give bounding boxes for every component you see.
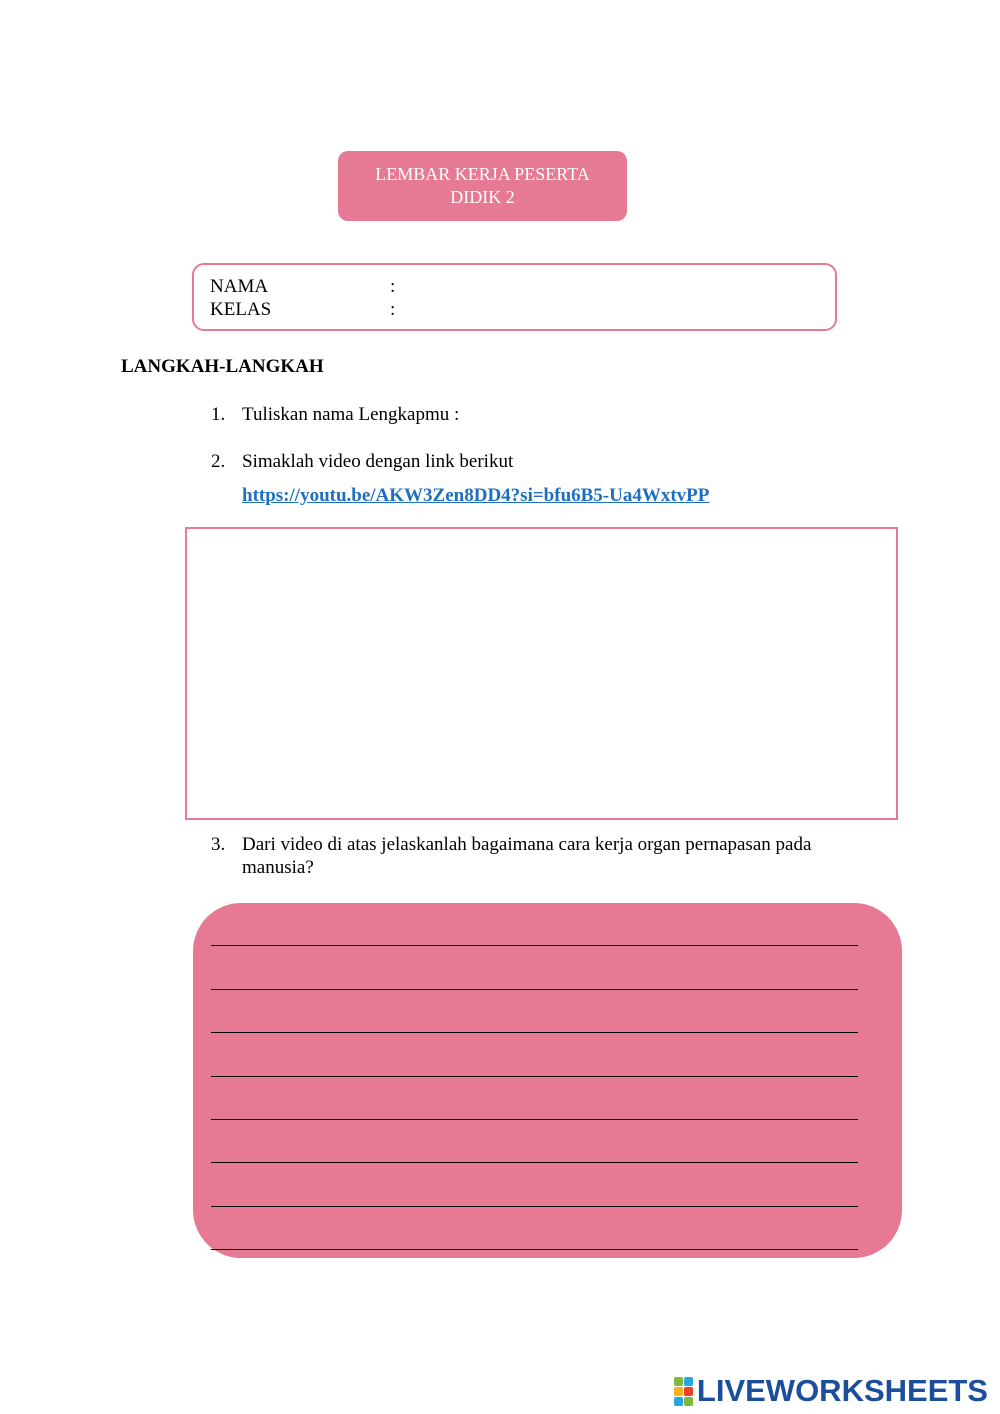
liveworksheets-logo-icon	[674, 1377, 693, 1406]
worksheet-title-line1: LEMBAR KERJA PESERTA	[375, 164, 590, 184]
class-row	[210, 299, 395, 321]
worksheet-title-box	[338, 151, 627, 221]
class-separator: :	[390, 299, 396, 320]
step-2	[211, 450, 861, 474]
step-1-number: 1.	[211, 404, 226, 425]
answer-line	[211, 1206, 858, 1207]
step-3	[211, 833, 911, 881]
answer-line	[211, 1162, 858, 1163]
video-embed-area[interactable]	[185, 527, 898, 820]
step-3-text-line1: Dari video di atas jelaskanlah bagaimana cara kerja organ pernapasan pada	[242, 834, 812, 855]
class-label: KELAS	[210, 299, 272, 320]
answer-box[interactable]	[193, 903, 902, 1258]
name-row	[210, 276, 395, 298]
video-link[interactable]: https://youtu.be/AKW3Zen8DD4?si=bfu6B5-Ua4WxtvPP	[242, 485, 710, 506]
answer-line	[211, 945, 858, 946]
steps-heading: LANGKAH-LANGKAH	[121, 356, 324, 377]
step-2-number: 2.	[211, 451, 226, 472]
answer-line	[211, 1119, 858, 1120]
liveworksheets-logo-text: LIVEWORKSHEETS	[696, 1373, 988, 1408]
answer-line	[211, 1032, 858, 1033]
step-1-text: Tuliskan nama Lengkapmu :	[242, 404, 460, 425]
answer-line	[211, 989, 858, 990]
name-label: NAMA	[210, 276, 269, 297]
step-2-text: Simaklah video dengan link berikut	[242, 451, 514, 472]
worksheet-title-line2: DIDIK 2	[450, 187, 515, 207]
step-3-number: 3.	[211, 834, 226, 855]
step-3-text-line2: manusia?	[242, 857, 314, 878]
step-1	[211, 403, 861, 427]
liveworksheets-logo	[674, 1374, 988, 1408]
answer-line	[211, 1076, 858, 1077]
identity-box	[192, 263, 837, 331]
answer-line	[211, 1249, 858, 1250]
name-separator: :	[390, 276, 396, 297]
